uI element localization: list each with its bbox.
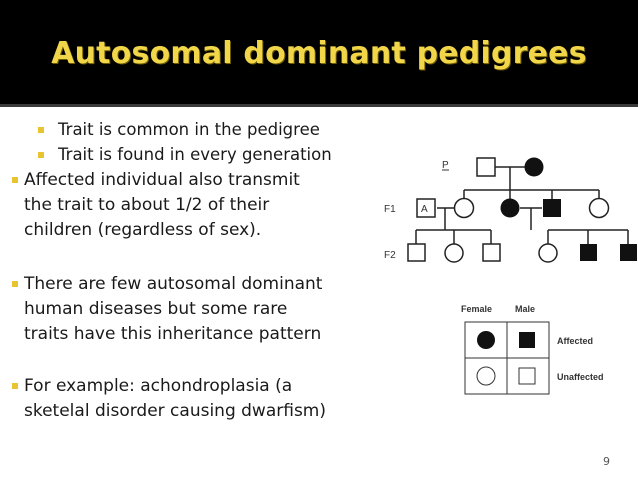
unaffected-male	[408, 244, 425, 261]
page-number: 9	[603, 455, 610, 468]
legend-unaffected-label: Unaffected	[557, 372, 604, 382]
unaffected-male	[477, 158, 495, 176]
bullet-marker	[12, 383, 18, 389]
pedigree-diagram	[380, 150, 638, 270]
legend-affected-male	[519, 332, 535, 348]
affected-female	[525, 158, 544, 177]
legend-unaffected-female	[477, 367, 495, 385]
bullet-line: Affected individual also transmit	[24, 170, 300, 190]
affected-female	[501, 199, 520, 218]
affected-male	[620, 244, 637, 261]
unaffected-female	[539, 244, 557, 262]
generation-label: F1	[384, 204, 396, 215]
legend-unaffected-male	[519, 368, 535, 384]
bullet-line: the trait to about 1/2 of their	[24, 195, 270, 215]
slide-title: Autosomal dominant pedigrees	[51, 36, 587, 71]
unaffected-female	[445, 244, 463, 262]
unaffected-male	[483, 244, 500, 261]
bullet-line: There are few autosomal dominant	[24, 274, 323, 294]
marker-label: A	[421, 204, 428, 215]
bullet-marker	[38, 152, 44, 158]
bullet-line: traits have this inheritance pattern	[24, 324, 322, 344]
unaffected-female	[455, 199, 474, 218]
affected-male	[580, 244, 597, 261]
bullet-text: Trait is found in every generation	[58, 145, 332, 164]
bullet-line: For example: achondroplasia (a	[24, 376, 293, 396]
legend-affected-label: Affected	[557, 336, 594, 346]
bullet-line: sketelal disorder causing dwarfism)	[24, 401, 326, 421]
pedigree-legend	[455, 300, 620, 400]
bullet-list	[0, 112, 388, 442]
bullet-marker	[12, 177, 18, 183]
unaffected-female	[590, 199, 609, 218]
bullet-marker	[12, 281, 18, 287]
generation-label: P	[442, 160, 449, 171]
legend-affected-female	[477, 331, 495, 349]
bullet-line: children (regardless of sex).	[24, 220, 262, 240]
bullet-text: Trait is common in the pedigree	[58, 120, 320, 139]
title-divider	[0, 104, 638, 107]
affected-male	[543, 199, 561, 217]
bullet-marker	[38, 127, 44, 133]
generation-label: F2	[384, 250, 396, 261]
bullet-line: human diseases but some rare	[24, 299, 288, 319]
legend-male-header: Male	[515, 304, 536, 314]
legend-female-header: Female	[461, 304, 493, 314]
